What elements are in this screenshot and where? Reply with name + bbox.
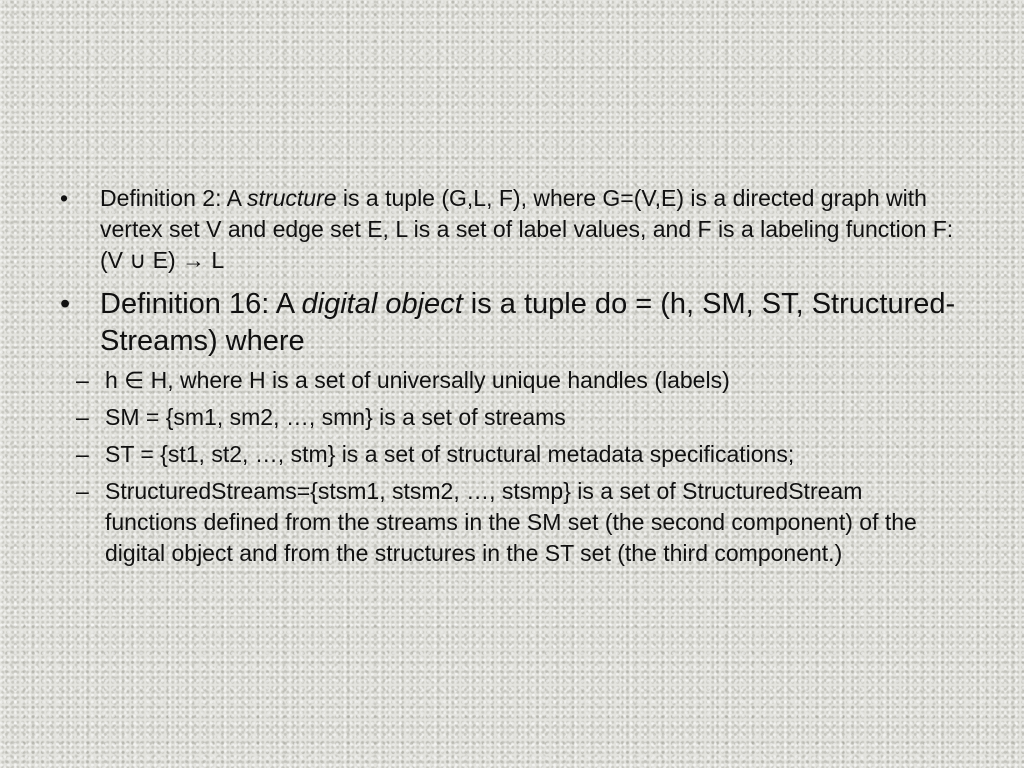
definition-2-term: structure [247, 185, 337, 211]
sub-item-handle [60, 365, 940, 396]
sub-item-structured-streams [60, 476, 940, 569]
bullet-marker: • [60, 185, 69, 211]
dash-marker: – [76, 404, 89, 430]
dash-marker: – [76, 367, 89, 393]
dash-marker: – [76, 441, 89, 467]
sub-item-text: SM = {sm1, sm2, …, smn} is a set of streams [105, 404, 566, 430]
definition-2-text: is a tuple (G,L, F), where G=(V,E) is a directed graph with vertex set V and edge set E, L is a set of label values, and F is a labeling function F: (V ∪ E) → L [100, 185, 954, 273]
sub-item-text: StructuredStreams={stsm1, stsm2, …, stsmp} is a set of StructuredStream functions defined from the streams in the SM set (the second component) of the digital object and from the structures in the ST set (the third component.) [105, 478, 917, 566]
sub-item-structures [60, 439, 940, 470]
definition-16-term: digital object [301, 288, 463, 320]
sub-item-text: ST = {st1, st2, …, stm} is a set of structural metadata specifications; [105, 441, 795, 467]
slide-body [60, 183, 960, 575]
definition-16-text: is a tuple do = (h, SM, ST, Structured-Streams) where [100, 288, 956, 357]
definition-2-item [60, 183, 980, 276]
definition-16-prefix: Definition 16: A [100, 288, 302, 320]
bullet-marker: • [60, 288, 71, 320]
bullet-list [60, 183, 960, 360]
definition-16-item [60, 286, 980, 360]
sub-item-streams [60, 402, 940, 433]
sub-bullet-list [60, 365, 960, 569]
sub-item-text: h ∈ H, where H is a set of universally unique handles (labels) [105, 367, 730, 393]
definition-2-prefix: Definition 2: A [100, 185, 248, 211]
dash-marker: – [76, 478, 89, 504]
